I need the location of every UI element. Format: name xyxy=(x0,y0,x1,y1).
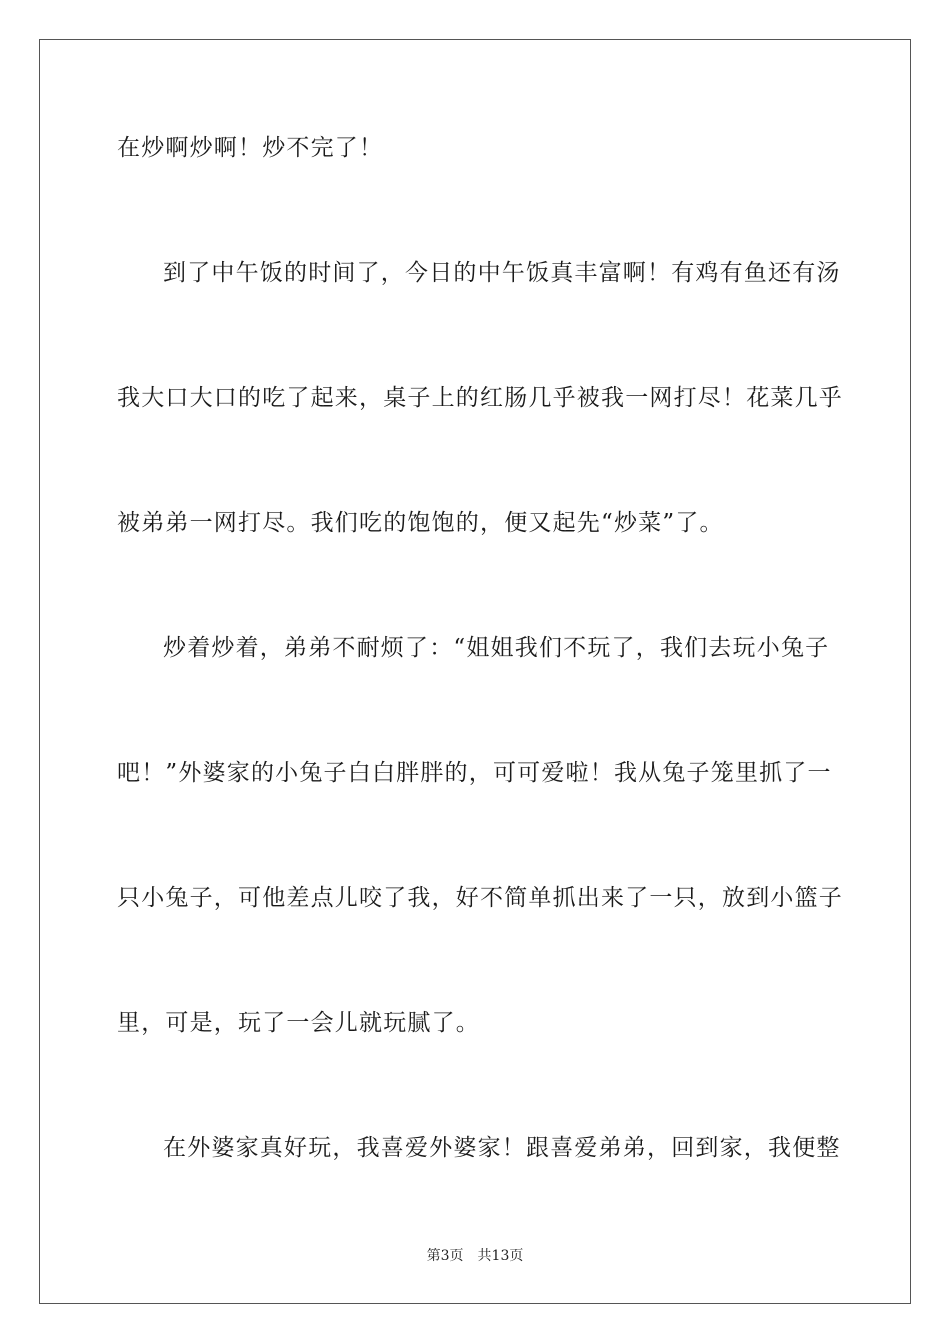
text-line: 我大口大口的吃了起来，桌子上的红肠几乎被我一网打尽！花菜几乎 xyxy=(117,385,843,411)
text-line: 被弟弟一网打尽。我们吃的饱饱的，便又起先“炒菜”了。 xyxy=(117,510,724,536)
text-line: 在外婆家真好玩，我喜爱外婆家！跟喜爱弟弟，回到家，我便整 xyxy=(163,1135,841,1161)
text-line: 炒着炒着，弟弟不耐烦了：“姐姐我们不玩了，我们去玩小兔子 xyxy=(163,635,830,661)
page-number-footer: 第3页 共13页 xyxy=(426,1248,524,1264)
text-line: 在炒啊炒啊！炒不完了！ xyxy=(117,135,384,161)
text-line: 到了中午饭的时间了，今日的中午饭真丰富啊！有鸡有鱼还有汤 xyxy=(163,260,841,286)
text-line: 里，可是，玩了一会儿就玩腻了。 xyxy=(117,1010,480,1036)
page-border xyxy=(39,39,911,1304)
text-line: 吧！”外婆家的小兔子白白胖胖的，可可爱啦！我从兔子笼里抓了一 xyxy=(117,760,832,786)
text-line: 只小兔子，可他差点儿咬了我，好不简单抓出来了一只，放到小篮子 xyxy=(117,885,843,911)
